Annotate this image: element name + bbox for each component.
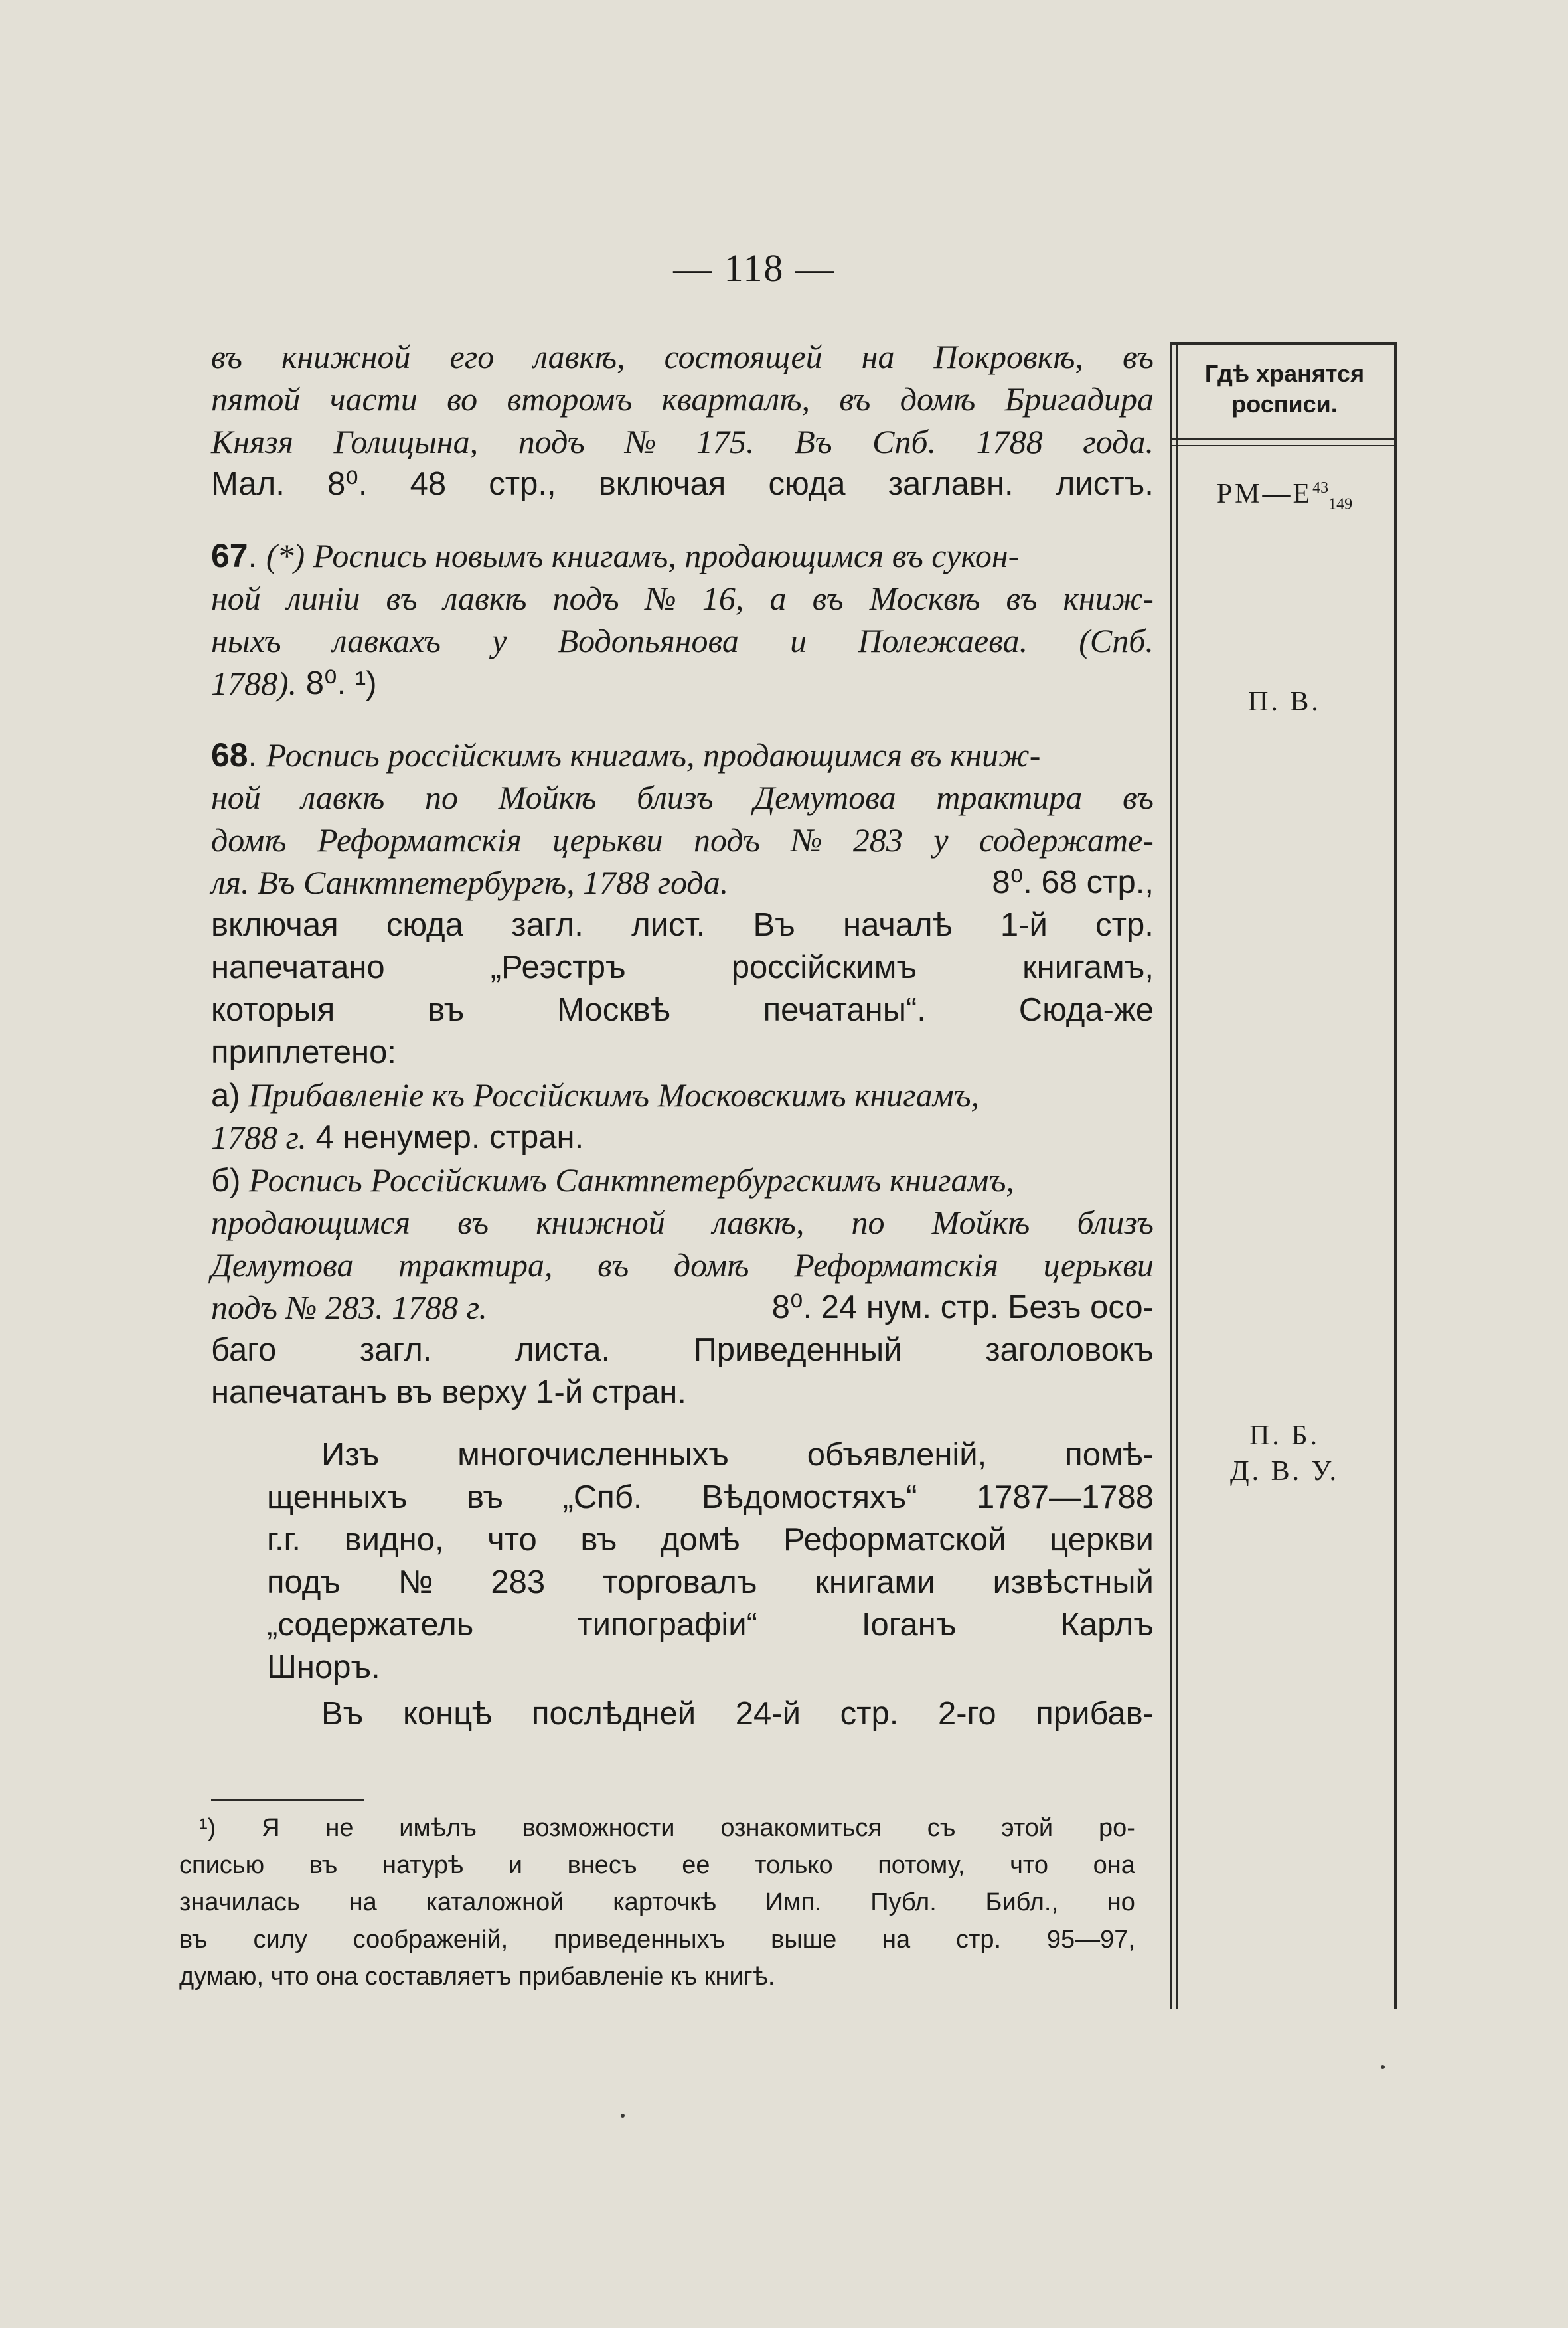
entry-67 bbox=[211, 535, 1154, 705]
sub-item-a: а) Прибавленiе къ Россiйскимъ Московскимъ книгамъ, bbox=[211, 1076, 980, 1114]
footnote-line: списью въ натурѣ и внесъ ее только потому, что она bbox=[179, 1851, 1135, 1879]
location-68-line2: Д. В. У. bbox=[1229, 1456, 1340, 1487]
page-number: — 118 — bbox=[673, 246, 835, 290]
text-line: 67. (*) Роспись новымъ книгамъ, продающимся въ сукон- bbox=[211, 537, 1020, 574]
text-line: ной лавкѣ по Мойкѣ близъ Демутова трактира въ bbox=[211, 779, 1154, 816]
paragraph-shnor bbox=[267, 1434, 1154, 1735]
footnote bbox=[179, 1809, 1135, 1995]
location-entry-66 bbox=[1175, 470, 1394, 522]
location-entry-67: П. В. bbox=[1248, 687, 1321, 717]
main-text bbox=[211, 335, 1154, 1735]
column-divider-left bbox=[1170, 342, 1172, 2009]
footnote-line: въ силу соображенiй, приведенныхъ выше на стр. 95—97, bbox=[179, 1926, 1135, 1954]
text-line: ной линiи въ лавкѣ подъ № 16, а въ Москвѣ въ книж- bbox=[211, 580, 1154, 617]
text-line: г.г. видно, что въ домѣ Реформатской церкви bbox=[267, 1522, 1154, 1558]
text-line: ныхъ лавкахъ у Водопьянова и Полежаева. (Спб. bbox=[211, 622, 1154, 659]
text-line: 1788 г. 4 ненумер. стран. bbox=[211, 1119, 584, 1156]
text-line: домѣ Реформатскiя церькви подъ № 283 у содержате- bbox=[211, 821, 1154, 859]
text-line: Шноръ. bbox=[267, 1649, 380, 1685]
text-line: пятой части во второмъ кварталѣ, въ домѣ Бригадира bbox=[211, 380, 1154, 418]
text-line: щенныхъ въ „Спб. Вѣдомостяхъ“ 1787—1788 bbox=[267, 1479, 1154, 1515]
column-header-rule bbox=[1172, 438, 1397, 440]
column-divider-inner bbox=[1176, 342, 1178, 2009]
text-line: баго загл. листа. Приведенный заголовокъ bbox=[211, 1332, 1154, 1368]
location-entry-68 bbox=[1175, 1418, 1394, 1489]
column-divider-right bbox=[1394, 342, 1397, 2009]
text-line: Демутова трактира, въ домѣ Реформатскiя церькви bbox=[211, 1246, 1154, 1284]
column-header-line1: Гдѣ хранятся bbox=[1204, 360, 1365, 387]
text-line: Въ концѣ послѣдней 24-й стр. 2-го прибав- bbox=[321, 1696, 1154, 1732]
entry-title: (*) Роспись новымъ книгамъ, продающимся въ сукон- bbox=[266, 537, 1020, 574]
text-line: включая сюда загл. лист. Въ началѣ 1-й стр. bbox=[211, 907, 1154, 943]
text-line: напечатано „Реэстръ россiйскимъ книгамъ, bbox=[211, 950, 1154, 985]
column-header-line2: росписи. bbox=[1231, 390, 1338, 418]
entry-66-continuation bbox=[211, 335, 1154, 505]
text-line: которыя въ Москвѣ печатаны“. Сюда-же bbox=[211, 992, 1154, 1028]
entry-68 bbox=[211, 734, 1154, 1414]
footnote-line: ¹) Я не имѣлъ возможности ознакомиться съ этой ро- bbox=[199, 1814, 1135, 1842]
entry-number: 68 bbox=[211, 736, 248, 774]
location-66-main: РМ—Е bbox=[1216, 479, 1313, 509]
location-66-sup: 43 bbox=[1312, 479, 1329, 497]
text-line: 68. Роспись россiйскимъ книгамъ, продающимся въ книж- bbox=[211, 736, 1041, 774]
paper-speck bbox=[621, 2114, 625, 2118]
footnote-rule bbox=[211, 1799, 364, 1801]
column-header bbox=[1175, 359, 1394, 420]
text-line: подъ № 283. 1788 г. 8⁰. 24 нум. стр. Безъ осо- bbox=[211, 1289, 1154, 1326]
text-line: въ книжной его лавкѣ, состоящей на Покровкѣ, въ bbox=[211, 338, 1154, 375]
text-line: Мал. 8⁰. 48 стр., включая сюда заглавн. листъ. bbox=[211, 466, 1154, 502]
text-line: „содержатель типографiи“ Iоганъ Карлъ bbox=[267, 1607, 1154, 1643]
sub-item-b: б) Роспись Россiйскимъ Санктпетербургскимъ книгамъ, bbox=[211, 1161, 1014, 1199]
text-line: 1788). 8⁰. ¹) bbox=[211, 665, 377, 702]
paper-speck bbox=[1381, 2065, 1385, 2069]
text-line: Изъ многочисленныхъ объявленiй, помѣ- bbox=[321, 1437, 1154, 1473]
text-line: Князя Голицына, подъ № 175. Въ Спб. 1788 года. bbox=[211, 423, 1154, 460]
footnote-line: значилась на каталожной карточкѣ Имп. Публ. Библ., но bbox=[179, 1888, 1135, 1916]
footnote-line: думаю, что она составляетъ прибавленiе къ книгѣ. bbox=[179, 1963, 775, 1991]
entry-number: 67 bbox=[211, 537, 248, 574]
text-line: подъ № 283 торговалъ книгами извѣстный bbox=[267, 1564, 1154, 1600]
column-header-rule-thin bbox=[1172, 445, 1397, 446]
column-top-rule bbox=[1172, 342, 1397, 345]
location-66-sub: 149 bbox=[1328, 495, 1353, 513]
text-line: напечатанъ въ верху 1-й стран. bbox=[211, 1374, 686, 1410]
entry-title: Роспись россiйскимъ книгамъ, продающимся въ книж- bbox=[266, 736, 1041, 774]
text-line: приплетено: bbox=[211, 1035, 396, 1070]
text-line: продающимся въ книжной лавкѣ, по Мойкѣ близъ bbox=[211, 1204, 1154, 1241]
location-68-line1: П. Б. bbox=[1249, 1420, 1320, 1451]
text-line: ля. Въ Санктпетербургѣ, 1788 года. 8⁰. 68 стр., bbox=[211, 864, 1154, 901]
